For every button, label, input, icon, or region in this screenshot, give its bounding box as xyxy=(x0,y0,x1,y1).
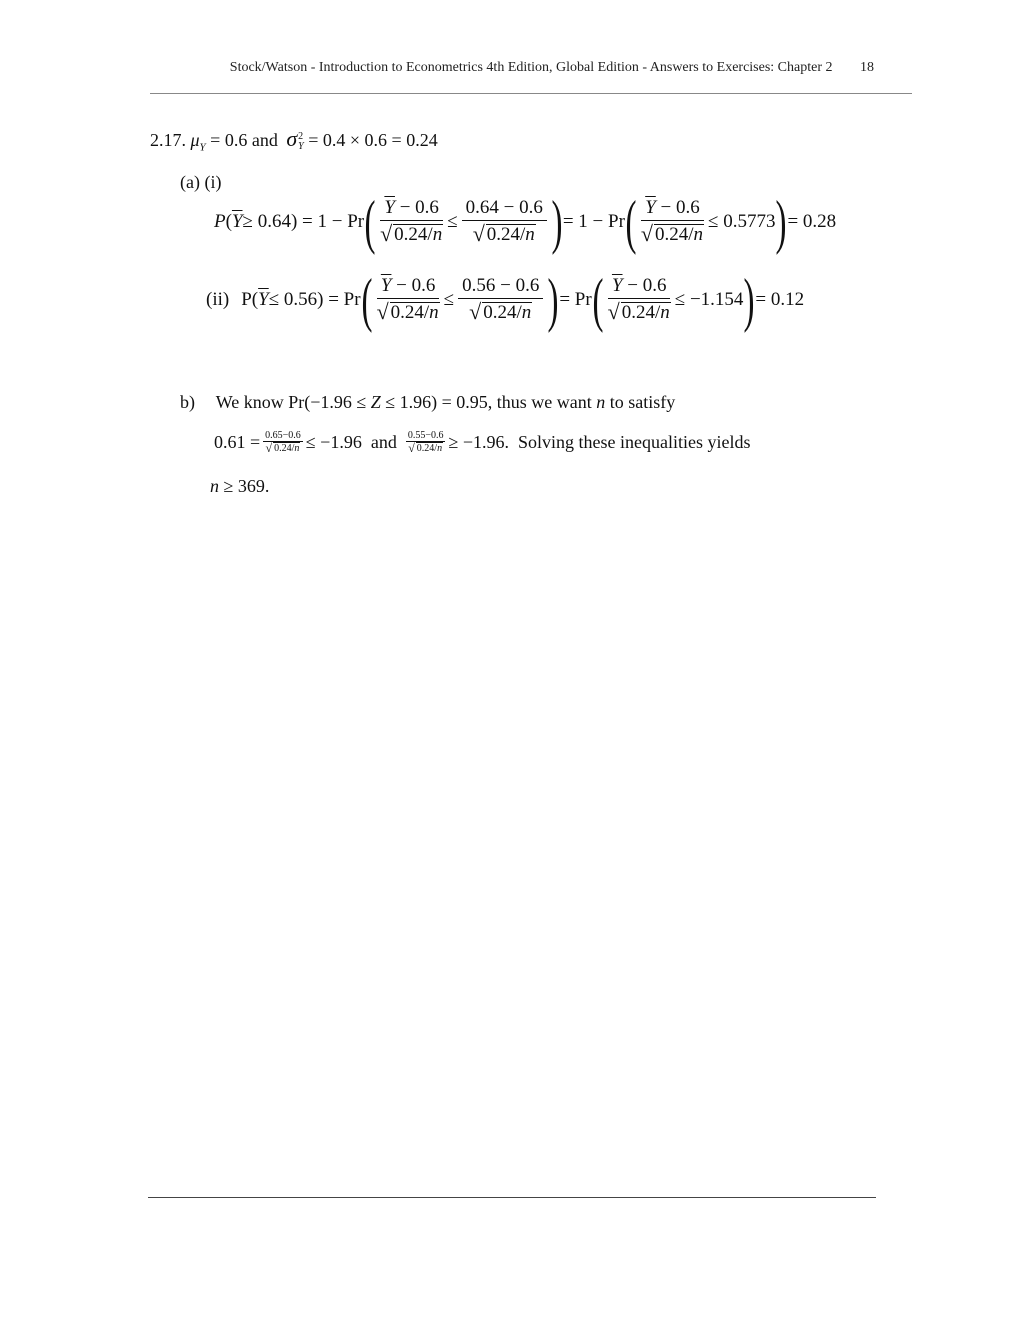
header-rule xyxy=(150,93,912,94)
problem-number: 2.17. xyxy=(150,130,186,150)
page-number: 18 xyxy=(860,60,874,75)
part-b-intro: b) We know Pr(−1.96 ≤ Z ≤ 1.96) = 0.95, thus we want n to satisfy xyxy=(180,392,676,412)
part-a-label: (a) (i) xyxy=(180,172,222,192)
header-title: Stock/Watson - Introduction to Econometrics 4th Edition, Global Edition - Answers to Exercises: Chapter 2 xyxy=(229,60,833,75)
fraction: $\overline{Y} - 0.6$ √ 0.24/n xyxy=(376,275,439,324)
footer-rule xyxy=(148,1197,876,1198)
part-b-conclusion: n ≥ 369. xyxy=(210,476,270,496)
small-fraction: 0.55−0.6 √ 0.24/n xyxy=(407,429,444,455)
problem-statement: 2.17. $\mu_Y = 0.6$ and σ 2 Y = 0.4 × 0.6 = 0.24 xyxy=(150,126,438,154)
part-b-inequalities: 0.61 = 0.65−0.6 √ 0.24/n ≤ −1.96 and 0.55−0.6 √ 0.24/n ≥ −1.96. Solving these inequalities yields xyxy=(214,429,751,455)
fraction: $\overline{Y} - 0.6$ √ 0.24/n xyxy=(640,197,704,246)
page-header xyxy=(150,60,912,76)
equation-a-ii: (ii) P( $\overline{Y}$ ≤ 0.56) = Pr ( $\overline{Y} - 0.6$ √ 0.24/n ≤ 0.56 − 0.6 √ 0.24/n ) = Pr ( $\overline{Y} - 0.6$ √ 0.24/n ≤ −1.154 ) = 0.12 xyxy=(206,267,805,333)
fraction: 0.56 − 0.6 √ 0.24/n xyxy=(458,276,543,324)
fraction: $\overline{Y} - 0.6$ √ 0.24/n xyxy=(380,197,443,246)
fraction: 0.64 − 0.6 √ 0.24/n xyxy=(462,198,547,246)
small-fraction: 0.65−0.6 √ 0.24/n xyxy=(265,429,301,455)
equation-a-i: P ( $\overline{Y}$ ≥ 0.64) = 1 − Pr ( $\overline{Y} - 0.6$ √ 0.24/n ≤ 0.64 − 0.6 √ 0.24/n ) = 1 − Pr ( $\overline{Y} - 0.6$ √ 0.24/n ≤ 0.5773 ) = 0.28 xyxy=(214,189,837,255)
part-b-label: b) xyxy=(180,392,195,412)
fraction: $\overline{Y} - 0.6$ √ 0.24/n xyxy=(607,275,670,324)
